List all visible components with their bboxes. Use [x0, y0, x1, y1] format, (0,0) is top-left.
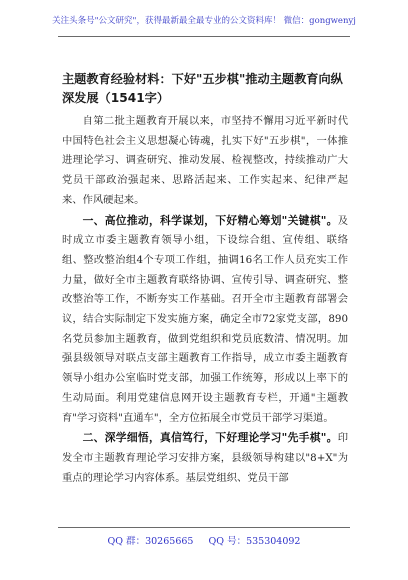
section-1-body: 及时成立市委主题教育领导小组，下设综合组、宣传组、联络组、整改整治组4个专项工作组，抽调16名工作人员充实工作力量，做好全市主题教育联络协调、宣传引导、调查研究、整改整治等工作，不断夯实工作基础。召开全市主题教育部署会议，结合实际制定下发实施方案，确定全市72家党支部，890名党员参加主题教育，做到党组织和党员底数清、情况明。加强县级领导对联点支部主题教育工作指导，成立市委主题教育领导小组办公室临时党支部，加强工作统筹，形成以上率下的生动局面。利用党建信息网开设主题教育专栏，开通"主题教育"学习资料"直通车"，全方位拓展全市党员干部学习渠道。 — [62, 214, 348, 424]
footer-divider — [58, 527, 350, 528]
section-2 — [62, 428, 348, 488]
document-body — [62, 70, 348, 488]
section-1 — [62, 211, 348, 429]
section-2-body: 印发全市主题教育理论学习安排方案，县级领导构建以"8+X"为重点的理论学习内容体系。基层党组织、党员干部 — [62, 432, 348, 484]
header-divider — [58, 36, 350, 37]
footer — [0, 533, 408, 547]
document-title: 主题教育经验材料：下好"五步棋"推动主题教育向纵深发展（1541字） — [62, 72, 343, 105]
top-banner: 关注头条号"公文研究"，获得最新最全最专业的公文资料库！ 微信：gongwenyj — [52, 16, 356, 26]
section-2-heading: 二、深学细悟，真信笃行，下好理论学习"先手棋"。 — [82, 431, 338, 445]
footer-qq-group: QQ 群：30265665 — [107, 536, 194, 547]
section-1-heading: 一、高位推动，科学谋划，下好精心筹划"关键棋"。 — [82, 213, 338, 227]
footer-qq-number: QQ 号：535304092 — [208, 536, 301, 547]
intro-paragraph: 自第二批主题教育开展以来，市坚持不懈用习近平新时代中国特色社会主义思想凝心铸魂，扎实下好"五步棋"，一体推进理论学习、调查研究、推动发展、检视整改，持续推动广大党员干部政治强起来、思路活起来、工作实起来、纪律严起来、作风硬起来。 — [62, 115, 348, 206]
